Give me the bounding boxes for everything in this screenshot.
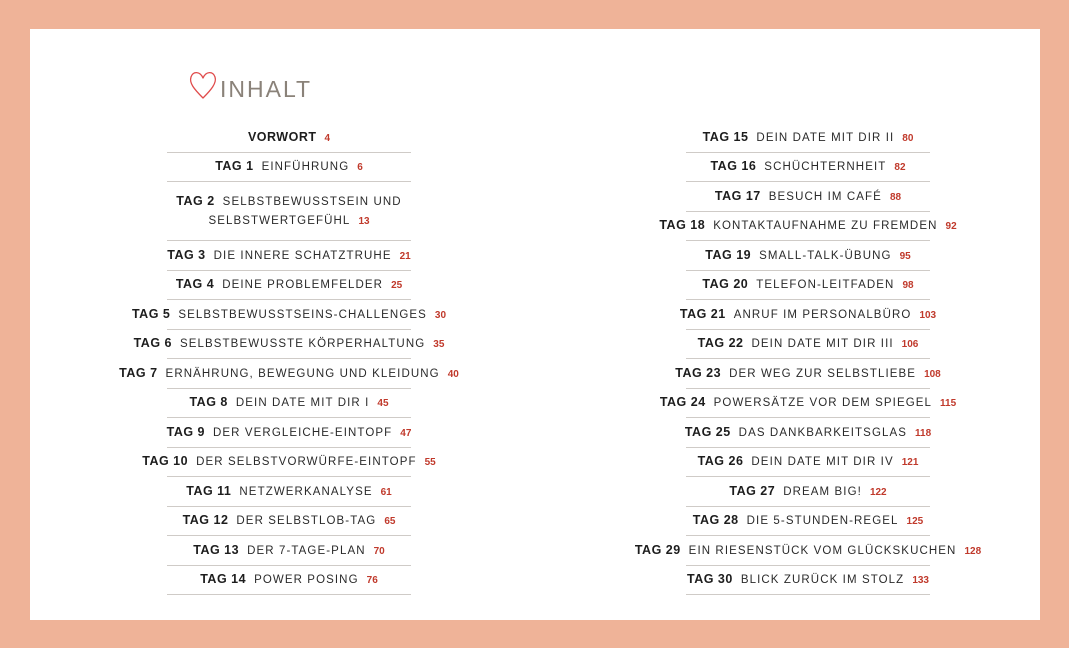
toc-entry-text (248, 129, 330, 147)
toc-entry (193, 536, 385, 566)
toc-page-number: 13 (358, 216, 370, 227)
toc-entry (132, 300, 446, 330)
toc-page-number: 128 (964, 545, 982, 557)
toc-entry (134, 330, 445, 360)
toc-chapter-title: DAS DANKBARKEITSGLAS (738, 426, 908, 439)
toc-page-number: 121 (901, 457, 919, 469)
toc-entry-text (698, 453, 919, 471)
toc-page-number: 61 (380, 486, 392, 498)
toc-entry (215, 153, 363, 183)
toc-page-number: 21 (399, 250, 411, 262)
toc-page-number: 118 (915, 427, 932, 439)
toc-entry (142, 448, 435, 478)
toc-entry-text (698, 335, 919, 353)
toc-day-label: TAG 15 (702, 129, 749, 144)
toc-page-number: 80 (902, 132, 914, 144)
toc-entry (698, 330, 919, 360)
toc-chapter-title: SELBSTBEWUSSTE KÖRPERHALTUNG (179, 338, 426, 351)
heart-icon (188, 69, 218, 101)
toc-chapter-title: BESUCH IM CAFÉ (768, 190, 882, 203)
toc-day-label: TAG 2 (176, 194, 215, 208)
toc-page-number: 82 (894, 162, 906, 174)
toc-day-label: TAG 10 (142, 454, 189, 469)
toc-page-number: 106 (901, 339, 919, 351)
toc-entry (687, 566, 929, 596)
toc-chapter-title: DER VERGLEICHE-EINTOPF (213, 426, 393, 439)
toc-entry-text (693, 512, 923, 530)
toc-chapter-title: SELBSTBEWUSSTSEIN UND SELBSTWERTGEFÜHL (208, 196, 402, 227)
toc-day-label: TAG 12 (182, 513, 229, 528)
toc-page-number: 6 (357, 162, 363, 174)
toc-day-label: TAG 19 (705, 247, 752, 262)
contents-title: INHALT (220, 76, 313, 102)
toc-entry (675, 359, 941, 389)
toc-day-label: TAG 7 (119, 365, 158, 380)
toc-entry (693, 507, 923, 537)
toc-entry-text (132, 306, 446, 324)
toc-day-label: TAG 8 (189, 395, 228, 410)
toc-entry-text (710, 158, 905, 176)
toc-day-label: TAG 22 (697, 336, 744, 351)
toc-page-number: 30 (434, 309, 447, 321)
toc-day-label: TAG 30 (687, 572, 733, 587)
toc-day-label: TAG 13 (193, 542, 240, 557)
toc-chapter-title: EINFÜHRUNG (261, 161, 350, 174)
toc-entry-text (134, 335, 445, 353)
toc-chapter-title: ERNÄHRUNG, BEWEGUNG UND KLEIDUNG (165, 367, 440, 380)
toc-chapter-title: POWER POSING (254, 574, 359, 587)
toc-chapter-title: POWERSÄTZE VOR DEM SPIEGEL (713, 397, 933, 410)
toc-entry-text (680, 306, 936, 324)
toc-chapter-title: SCHÜCHTERNHEIT (764, 161, 887, 174)
toc-entry-text (635, 542, 981, 560)
toc-entry (189, 389, 388, 419)
toc-entry-text (703, 129, 914, 147)
toc-day-label: TAG 18 (659, 218, 706, 233)
toc-day-label: TAG 26 (697, 454, 744, 469)
contents-heading (188, 69, 312, 101)
toc-entry-text (715, 188, 901, 206)
toc-day-label: TAG 28 (692, 513, 739, 528)
toc-day-label: TAG 21 (679, 306, 726, 321)
toc-entry-text (176, 276, 402, 294)
toc-page-number: 35 (433, 339, 445, 351)
toc-page-number: 65 (384, 516, 396, 528)
toc-entry (702, 271, 913, 301)
toc-page-number: 92 (945, 221, 957, 233)
toc-entry-text (186, 483, 392, 501)
toc-page-number: 40 (447, 368, 459, 380)
toc-chapter-title: DER SELBSTLOB-TAG (236, 515, 377, 528)
toc-page-number: 122 (869, 486, 887, 498)
toc-page-number: 115 (940, 398, 957, 410)
toc-day-label: TAG 17 (714, 188, 761, 203)
toc-chapter-title: DEIN DATE MIT DIR IV (751, 456, 894, 469)
toc-left-column (30, 123, 548, 595)
toc-day-label: TAG 24 (659, 395, 706, 410)
toc-chapter-title: DIE 5-STUNDEN-REGEL (746, 515, 899, 528)
toc-day-label: TAG 16 (710, 159, 757, 174)
toc-entry (710, 153, 905, 183)
toc-entry (186, 477, 392, 507)
toc-entry (698, 448, 919, 478)
toc-entry (715, 182, 901, 212)
toc-page-number: 45 (377, 398, 389, 410)
toc-page-number: 55 (424, 457, 436, 469)
toc-page-number: 98 (902, 280, 914, 292)
toc-right-column (542, 123, 1069, 595)
toc-chapter-title: TELEFON-LEITFADEN (756, 279, 895, 292)
toc-chapter-title: DIE INNERE SCHATZTRUHE (213, 249, 392, 262)
toc-entry-text (729, 483, 886, 501)
toc-page-number: 4 (324, 132, 331, 144)
toc-entry (200, 566, 378, 596)
toc-entry-text (687, 571, 929, 589)
toc-day-label: TAG 14 (200, 572, 247, 587)
toc-chapter-title: NETZWERKANALYSE (239, 485, 373, 498)
toc-chapter-title: DREAM BIG! (783, 485, 862, 498)
toc-entry (635, 536, 981, 566)
toc-page-number: 76 (366, 575, 378, 587)
toc-page-number: 95 (899, 250, 911, 262)
toc-chapter-title: DEIN DATE MIT DIR III (751, 338, 894, 351)
toc-page-number: 108 (924, 368, 941, 380)
toc-entry-text (119, 365, 459, 383)
toc-entry (703, 123, 914, 153)
toc-day-label: TAG 4 (175, 277, 215, 292)
toc-entry (659, 212, 956, 242)
toc-entry-text (164, 192, 414, 231)
toc-chapter-title: DEIN DATE MIT DIR II (756, 131, 895, 144)
toc-entry-text (193, 542, 385, 560)
toc-chapter-title: DEINE PROBLEMFELDER (222, 279, 384, 292)
toc-chapter-title: EIN RIESENSTÜCK VOM GLÜCKSKUCHEN (688, 544, 957, 557)
toc-entry-text (200, 571, 378, 589)
toc-day-label: TAG 29 (634, 542, 681, 557)
toc-chapter-title: DER WEG ZUR SELBSTLIEBE (729, 367, 917, 380)
toc-entry-text (675, 365, 941, 383)
toc-entry (119, 359, 459, 389)
toc-chapter-title: ANRUF IM PERSONALBÜRO (733, 308, 912, 321)
toc-entry (183, 507, 396, 537)
toc-day-label: TAG 11 (186, 483, 232, 498)
toc-entry-text (702, 276, 913, 294)
toc-day-label: TAG 3 (167, 247, 206, 262)
toc-page-number: 103 (919, 309, 937, 321)
toc-entry-text (167, 424, 412, 442)
toc-entry (729, 477, 886, 507)
toc-entry (660, 389, 956, 419)
toc-day-label: TAG 20 (702, 277, 749, 292)
toc-entry-text (705, 247, 910, 265)
toc-page-number: 133 (912, 575, 929, 587)
toc-day-label: TAG 6 (133, 336, 172, 351)
toc-entry-text (142, 453, 435, 471)
toc-entry-text (685, 424, 931, 442)
toc-chapter-title: KONTAKTAUFNAHME ZU FREMDEN (713, 220, 938, 233)
toc-chapter-title: VORWORT (247, 129, 317, 144)
toc-page-number: 70 (373, 545, 385, 557)
toc-day-label: TAG 25 (684, 424, 731, 439)
toc-chapter-title: BLICK ZURÜCK IM STOLZ (740, 574, 905, 587)
toc-chapter-title: DEIN DATE MIT DIR I (235, 397, 370, 410)
toc-page-number: 88 (889, 191, 902, 203)
toc-entry (167, 418, 412, 448)
toc-entry (705, 241, 910, 271)
toc-entry-text (167, 247, 410, 265)
toc-page-number: 125 (906, 516, 924, 528)
toc-entry (164, 182, 414, 241)
book-page (30, 29, 1040, 620)
toc-chapter-title: SMALL-TALK-ÜBUNG (759, 249, 892, 262)
toc-chapter-title: DER SELBSTVORWÜRFE-EINTOPF (196, 456, 417, 469)
toc-day-label: TAG 9 (166, 424, 205, 439)
toc-entry (685, 418, 931, 448)
toc-page-number: 47 (400, 427, 412, 439)
toc-day-label: TAG 1 (215, 159, 254, 174)
toc-entry (176, 271, 402, 301)
toc-day-label: TAG 23 (675, 365, 722, 380)
toc-chapter-title: DER 7-TAGE-PLAN (247, 544, 366, 557)
toc-entry (248, 123, 330, 153)
toc-entry (167, 241, 410, 271)
toc-page-number: 25 (391, 280, 403, 292)
toc-entry-text (183, 512, 396, 530)
toc-entry-text (659, 217, 956, 235)
toc-entry-text (189, 394, 388, 412)
toc-day-label: TAG 27 (729, 483, 776, 498)
toc-day-label: TAG 5 (131, 306, 171, 321)
toc-entry-text (215, 158, 363, 176)
toc-entry-text (660, 394, 956, 412)
toc-entry (680, 300, 936, 330)
toc-chapter-title: SELBSTBEWUSSTSEINS-CHALLENGES (178, 308, 427, 321)
